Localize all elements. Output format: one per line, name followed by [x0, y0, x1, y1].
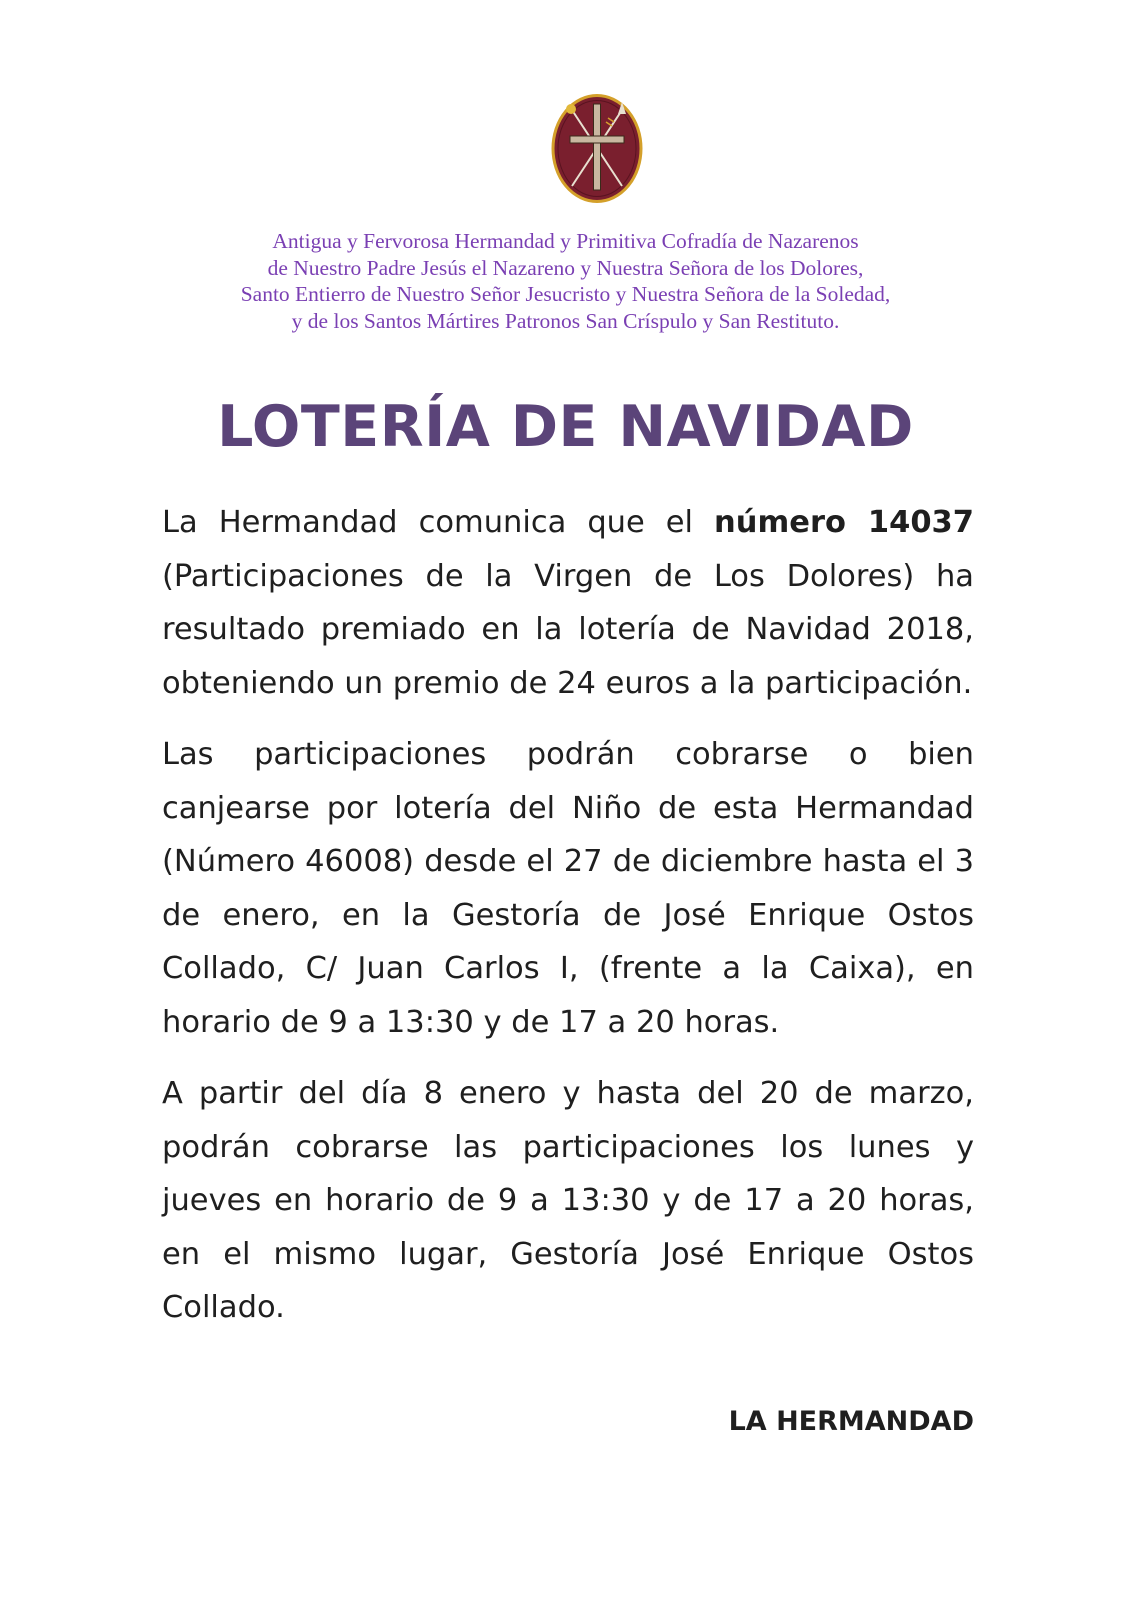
paragraph-schedule: A partir del día 8 enero y hasta del 20 de marzo, podrán cobrarse las participaciones los lunes y jueves en horario de 9 a 13:30 y de 17 a 20 horas, en el mismo lugar, Gestoría José Enrique Ostos Collado. — [162, 1076, 974, 1325]
signature: LA HERMANDAD — [728, 1406, 974, 1437]
paragraph-redeem: Las participaciones podrán cobrarse o bien canjearse por lotería del Niño de esta Hermandad (Número 46008) desde el 27 de diciembre hasta el 3 de enero, en la Gestoría de José Enrique Ostos Collado, C/ Juan Carlos I, (frente a la Caixa), en horario de 9 a 13:30 y de 17 a 20 horas. — [162, 737, 974, 1040]
winning-number: número 14037 — [714, 505, 974, 540]
brotherhood-line: Antigua y Fervorosa Hermandad y Primitiva Cofradía de Nazarenos — [272, 229, 859, 253]
brotherhood-line: de Nuestro Padre Jesús el Nazareno y Nuestra Señora de los Dolores, — [267, 255, 864, 280]
paragraph-prize-rest: (Participaciones de la Virgen de Los Dolores) ha resultado premiado en la lotería de Navidad 2018, obteniendo un premio de 24 euros a la participación. — [162, 558, 974, 701]
brotherhood-line: Santo Entierro de Nuestro Señor Jesucristo y Nuestra Señora de la Soledad, — [240, 282, 891, 306]
brotherhood-crest-icon — [550, 92, 644, 205]
brotherhood-line: y de los Santos Mártires Patronos San Críspulo y San Restituto. — [291, 308, 840, 333]
paragraph-prize-lead: La Hermandad comunica que el — [162, 505, 715, 540]
brotherhood-name — [120, 228, 1011, 334]
announcement-body — [162, 496, 974, 1353]
page-title: LOTERÍA DE NAVIDAD — [217, 394, 914, 460]
brotherhood-crest — [550, 92, 644, 205]
paragraph-prize — [162, 496, 974, 710]
